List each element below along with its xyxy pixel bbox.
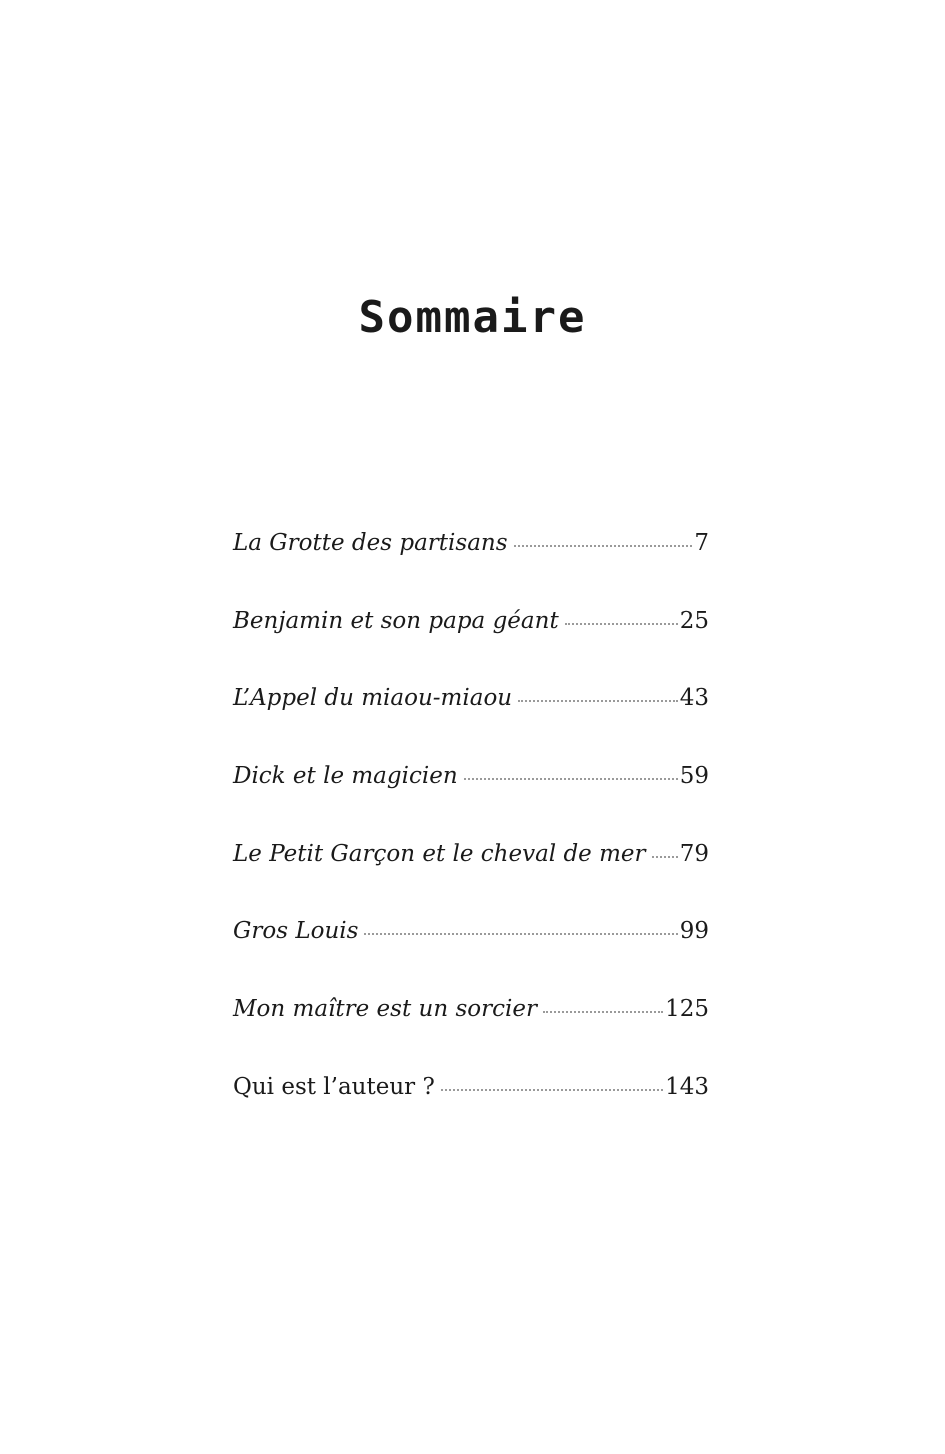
dot-leader (565, 623, 678, 625)
table-of-contents (233, 530, 709, 1152)
toc-entry-page: 43 (679, 685, 709, 712)
toc-entry (233, 685, 709, 763)
toc-entry-title: La Grotte des partisans (233, 530, 508, 556)
toc-entry (233, 530, 709, 608)
dot-leader (441, 1089, 663, 1091)
dot-leader (514, 545, 693, 547)
toc-entry-title: Gros Louis (233, 918, 359, 945)
dot-leader (518, 700, 678, 702)
toc-entry-title: L’Appel du miaou-miaou (233, 685, 513, 712)
toc-entry-page: 99 (679, 918, 709, 945)
toc-entry-page: 7 (694, 530, 709, 556)
dot-leader (464, 778, 678, 780)
toc-entry (233, 763, 709, 841)
toc-entry (233, 1074, 709, 1152)
toc-entry (233, 918, 709, 996)
toc-entry-page: 143 (665, 1073, 709, 1100)
dot-leader (543, 1011, 663, 1013)
toc-entry (233, 841, 709, 919)
toc-entry-page: 79 (679, 840, 709, 867)
toc-entry (233, 608, 709, 686)
toc-entry-title: Dick et le magicien (233, 763, 458, 790)
toc-entry-page: 59 (679, 763, 709, 790)
toc-entry-title: Mon maître est un sorcier (233, 996, 537, 1023)
toc-entry-title: Benjamin et son papa géant (233, 607, 559, 634)
dot-leader (652, 856, 678, 858)
toc-entry-page: 125 (665, 996, 709, 1023)
toc-entry-title: Qui est l’auteur ? (233, 1073, 435, 1100)
toc-entry-page: 25 (679, 607, 709, 634)
page-title: Sommaire (358, 292, 587, 343)
toc-entry-title: Le Petit Garçon et le cheval de mer (233, 840, 646, 867)
dot-leader (364, 933, 677, 935)
toc-entry (233, 996, 709, 1074)
